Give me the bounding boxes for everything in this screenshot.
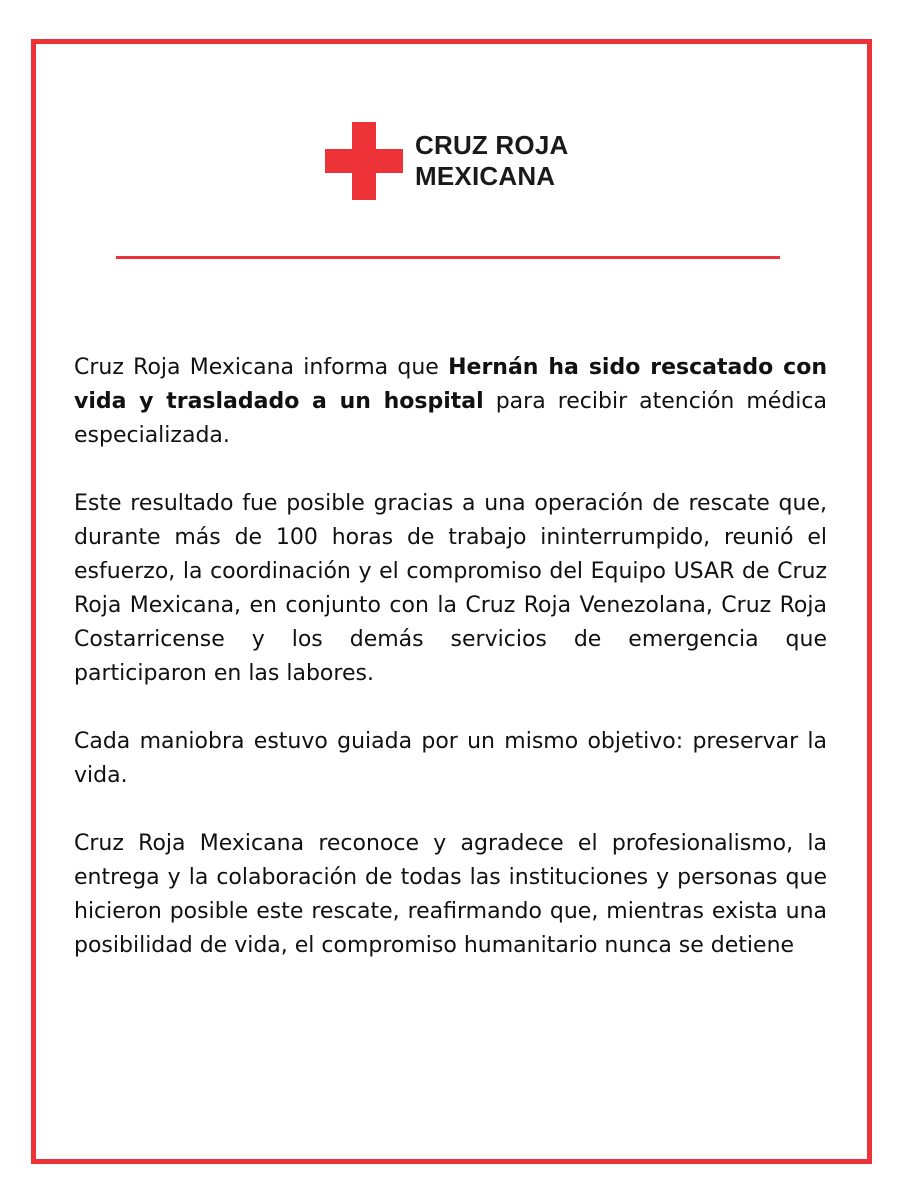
paragraph-2: Este resultado fue posible gracias a una operación de rescate que, durante más de 100 horas de trabajo ininterrumpido, reunió el esfuerzo, la coordinación y el compromiso del Equipo USAR de Cruz Roja Mexicana, en conjunto con la Cruz Roja Venezolana, Cruz Roja Costarricense y los demás servicios de emergencia que participaron en las labores. [74, 491, 827, 686]
paragraph-1 [74, 351, 827, 453]
red-cross-icon [325, 122, 403, 200]
paragraph-1-intro: Cruz Roja Mexicana informa que [74, 355, 449, 380]
paragraph-1-end: para recibir atención médica especializada. [74, 389, 827, 448]
logo-wordmark [415, 130, 568, 192]
paragraph-3: Cada maniobra estuvo guiada por un mismo objetivo: preservar la vida. [74, 729, 827, 788]
logo-line-1: CRUZ ROJA [415, 130, 569, 160]
logo-line-2: MEXICANA [415, 161, 556, 191]
cruz-roja-logo [325, 122, 568, 200]
paragraph-1-highlight: Hernán ha sido rescatado con vida y trasladado a un hospital [74, 355, 827, 414]
header-divider [116, 256, 780, 259]
paragraph-4: Cruz Roja Mexicana reconoce y agradece el profesionalismo, la entrega y la colaboración de todas las instituciones y personas que hicieron posible este rescate, reafirmando que, mientras exista una posibilidad de vida, el compromiso humanitario nunca se detiene [74, 831, 827, 958]
statement-body [74, 351, 827, 963]
